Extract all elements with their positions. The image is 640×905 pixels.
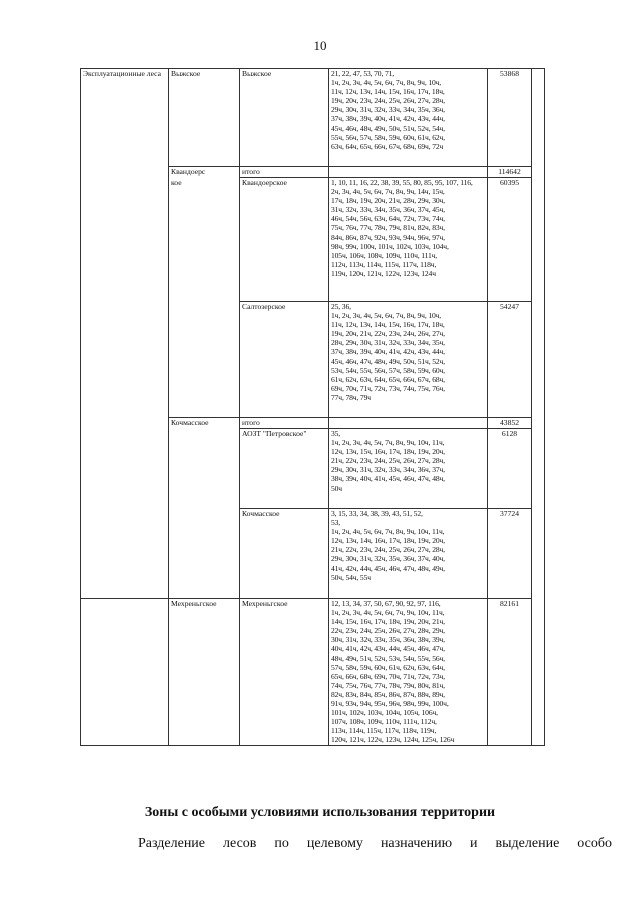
level-cell: итого [240, 167, 329, 178]
area-cell: 43852 [488, 418, 532, 429]
quarters-cell [329, 167, 488, 178]
level-cell: Выжское [240, 69, 329, 167]
level-cell: Кочмасское [240, 509, 329, 599]
quarters-cell [329, 418, 488, 429]
area-cell: 60395 [488, 178, 532, 302]
area-cell: 114642 [488, 167, 532, 178]
category-cell [81, 599, 169, 746]
section-heading: Зоны с особыми условиями использования территории [144, 805, 496, 820]
body-paragraph: Разделение лесов по целевому назначению и выделение особо [138, 836, 612, 851]
quarters-cell: 12, 13, 34, 37, 50, 67, 90, 92, 97, 116, 1ч, 2ч, 3ч, 4ч, 5ч, 6ч, 7ч, 9ч, 10ч, 11ч, 14ч, 15ч, 16ч, 17ч, 18ч, 19ч, 20ч, 21ч, 22ч, 23ч, 24ч, 25ч, 26ч, 27ч, 28ч, 29ч, 30ч, 31ч, 32ч, 33ч, 35ч, 36ч, 38ч, 39ч, 40ч, 41ч, 42ч, 43ч, 44ч, 45ч, 46ч, 47ч, 48ч, 49ч, 51ч, 52ч, 53ч, 54ч, 55ч, 56ч, 57ч, 58ч, 59ч, 60ч, 61ч, 62ч, 63ч, 64ч, 65ч, 66ч, 68ч, 69ч, 70ч, 71ч, 72ч, 73ч, 74ч, 75ч, 76ч, 77ч, 78ч, 79ч, 80ч, 81ч, 82ч, 83ч, 84ч, 85ч, 86ч, 87ч, 88ч, 89ч, 91ч, 93ч, 94ч, 95ч, 96ч, 98ч, 99ч, 100ч, 101ч, 102ч, 103ч, 104ч, 105ч, 106ч, 107ч, 108ч, 109ч, 110ч, 111ч, 112ч, 113ч, 114ч, 115ч, 117ч, 118ч, 119ч, 120ч, 121ч, 122ч, 123ч, 124ч, 125ч, 126ч [329, 599, 488, 746]
area-cell: 53868 [488, 69, 532, 167]
area-cell: 6128 [488, 429, 532, 509]
area-cell: 54247 [488, 302, 532, 418]
area-cell: 37724 [488, 509, 532, 599]
table-row [81, 599, 545, 746]
level-cell: Квандоерское [240, 178, 329, 302]
empty-column [532, 69, 545, 746]
level-cell: итого [240, 418, 329, 429]
area-cell: 82161 [488, 599, 532, 746]
quarters-cell: 3, 15, 33, 34, 38, 39, 43, 51, 52, 53, 1ч, 2ч, 4ч, 5ч, 6ч, 7ч, 8ч, 9ч, 10ч, 11ч, 12ч, 13ч, 14ч, 16ч, 17ч, 18ч, 19ч, 20ч, 21ч, 22ч, 23ч, 24ч, 25ч, 26ч, 27ч, 28ч, 29ч, 30ч, 31ч, 32ч, 35ч, 36ч, 37ч, 40ч, 41ч, 42ч, 44ч, 45ч, 46ч, 47ч, 48ч, 49ч, 50ч, 54ч, 55ч [329, 509, 488, 599]
district-cell: Квандоерс [169, 167, 240, 178]
quarters-cell: 35, 1ч, 2ч, 3ч, 4ч, 5ч, 7ч, 8ч, 9ч, 10ч, 11ч, 12ч, 13ч, 15ч, 16ч, 17ч, 18ч, 19ч, 20ч, 21ч, 22ч, 23ч, 24ч, 25ч, 26ч, 27ч, 28ч, 29ч, 30ч, 31ч, 32ч, 33ч, 34ч, 36ч, 37ч, 38ч, 39ч, 40ч, 41ч, 45ч, 46ч, 47ч, 48ч, 50ч [329, 429, 488, 509]
district-cell: Мехреньгское [169, 599, 240, 746]
level-cell: Мехреньгское [240, 599, 329, 746]
district-cell: кое [169, 178, 240, 418]
table-row [81, 69, 545, 167]
level-cell: Салтозерское [240, 302, 329, 418]
category-cell: Эксплуатационные леса [81, 69, 169, 599]
level-cell: АОЗТ "Петровское" [240, 429, 329, 509]
quarters-cell: 1, 10, 11, 16, 22, 38, 39, 55, 80, 85, 95, 107, 116, 2ч, 3ч, 4ч, 5ч, 6ч, 7ч, 8ч, 9ч, 14ч, 15ч, 17ч, 18ч, 19ч, 20ч, 21ч, 28ч, 29ч, 30ч, 31ч, 32ч, 33ч, 34ч, 35ч, 36ч, 37ч, 45ч, 46ч, 54ч, 56ч, 63ч, 64ч, 72ч, 73ч, 74ч, 75ч, 76ч, 77ч, 78ч, 79ч, 81ч, 82ч, 83ч, 84ч, 86ч, 87ч, 92ч, 93ч, 94ч, 96ч, 97ч, 98ч, 99ч, 100ч, 101ч, 102ч, 103ч, 104ч, 105ч, 106ч, 108ч, 109ч, 110ч, 111ч, 112ч, 113ч, 114ч, 115ч, 117ч, 118ч, 119ч, 120ч, 121ч, 122ч, 123ч, 124ч [329, 178, 488, 302]
forest-quarters-table [80, 68, 545, 746]
quarters-cell: 25, 36, 1ч, 2ч, 3ч, 4ч, 5ч, 6ч, 7ч, 8ч, 9ч, 10ч, 11ч, 12ч, 13ч, 14ч, 15ч, 16ч, 17ч, 18ч, 19ч, 20ч, 21ч, 22ч, 23ч, 24ч, 26ч, 27ч, 28ч, 29ч, 30ч, 31ч, 32ч, 33ч, 34ч, 35ч, 37ч, 38ч, 39ч, 40ч, 41ч, 42ч, 43ч, 44ч, 45ч, 46ч, 47ч, 48ч, 49ч, 50ч, 51ч, 52ч, 53ч, 54ч, 55ч, 56ч, 57ч, 58ч, 59ч, 60ч, 61ч, 62ч, 63ч, 64ч, 65ч, 66ч, 67ч, 68ч, 69ч, 70ч, 71ч, 72ч, 73ч, 74ч, 75ч, 76ч, 77ч, 78ч, 79ч [329, 302, 488, 418]
quarters-cell: 21, 22, 47, 53, 70, 71, 1ч, 2ч, 3ч, 4ч, 5ч, 6ч, 7ч, 8ч, 9ч, 10ч, 11ч, 12ч, 13ч, 14ч, 15ч, 16ч, 17ч, 18ч, 19ч, 20ч, 23ч, 24ч, 25ч, 26ч, 27ч, 28ч, 29ч, 30ч, 31ч, 32ч, 33ч, 34ч, 35ч, 36ч, 37ч, 38ч, 39ч, 40ч, 41ч, 42ч, 43ч, 44ч, 45ч, 46ч, 48ч, 49ч, 50ч, 51ч, 52ч, 54ч, 55ч, 56ч, 57ч, 58ч, 59ч, 60ч, 61ч, 62ч, 63ч, 64ч, 65ч, 66ч, 67ч, 68ч, 69ч, 72ч [329, 69, 488, 167]
district-cell: Выжское [169, 69, 240, 167]
district-cell: Кочмасское [169, 418, 240, 599]
page-number: 10 [313, 38, 327, 53]
